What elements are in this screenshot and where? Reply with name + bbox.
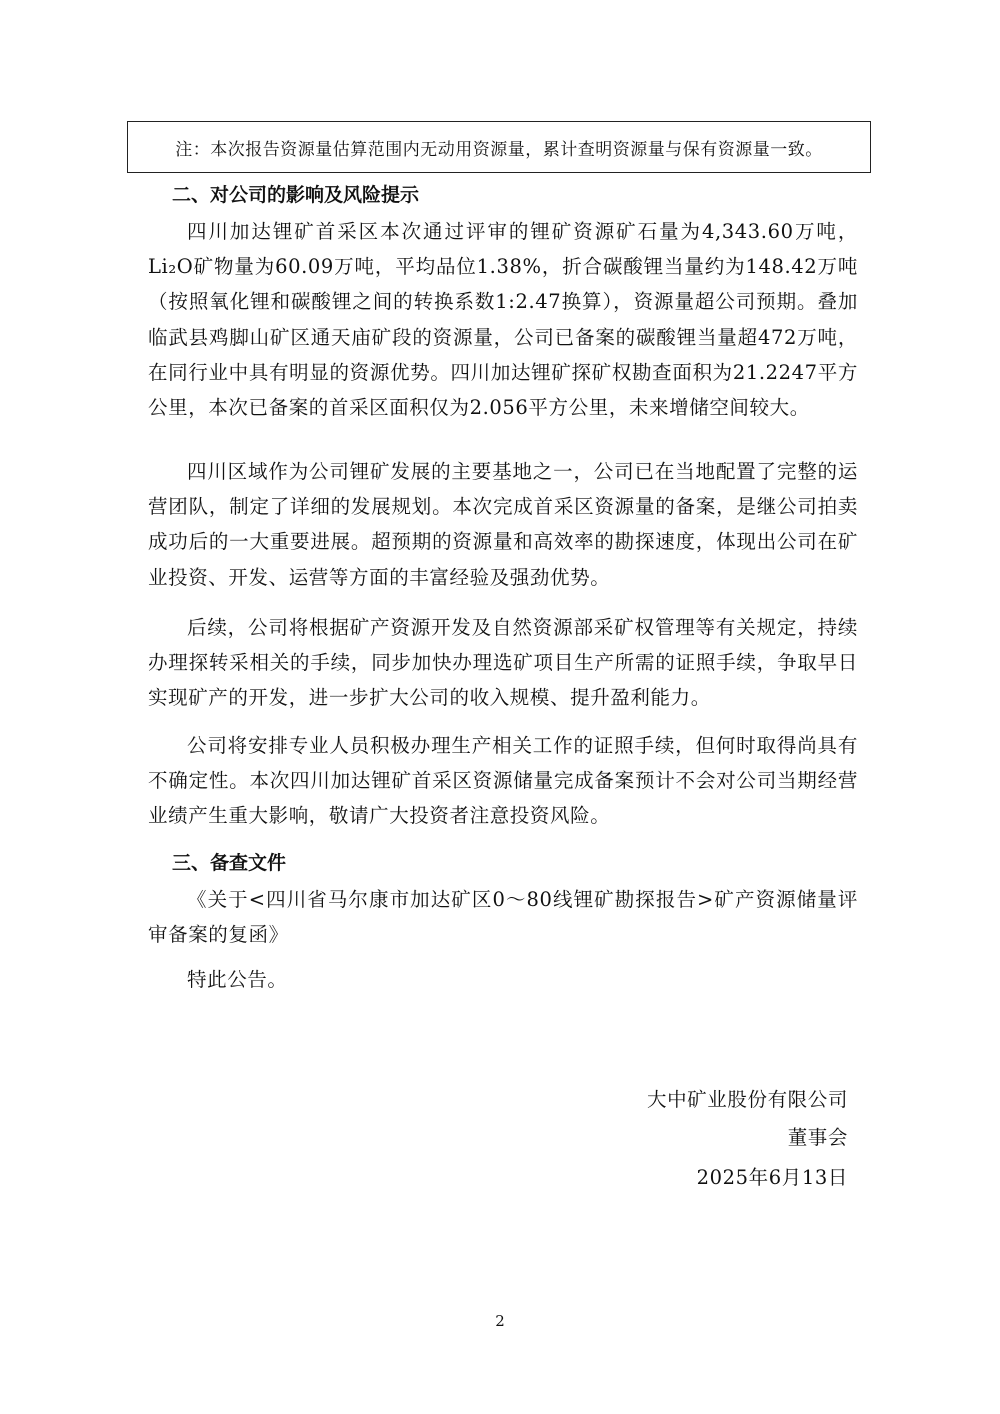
- signature-date: 2025年6月13日: [696, 1166, 848, 1189]
- section-2-paragraph-4: 公司将安排专业人员积极办理生产相关工作的证照手续，但何时取得尚具有不确定性。本次四川加达锂矿首采区资源储量完成备案预计不会对公司当期经营业绩产生重大影响，敬请广大投资者注意投资风险。: [148, 734, 858, 828]
- section-3-heading: 三、备查文件: [172, 852, 287, 874]
- section-2-heading: 二、对公司的影响及风险提示: [172, 184, 420, 206]
- reference-document: 《关于<四川省马尔康市加达矿区0～80线锂矿勘探报告>矿产资源储量评审备案的复函》: [148, 888, 858, 947]
- signature-company: 大中矿业股份有限公司: [646, 1088, 848, 1111]
- note-box: [127, 121, 871, 173]
- signature-board: 董事会: [787, 1126, 848, 1149]
- page-number: 2: [495, 1312, 505, 1330]
- section-2-paragraph-2: 四川区域作为公司锂矿发展的主要基地之一，公司已在当地配置了完整的运营团队，制定了详细的发展规划。本次完成首采区资源量的备案，是继公司拍卖成功后的一大重要进展。超预期的资源量和高效率的勘探速度，体现出公司在矿业投资、开发、运营等方面的丰富经验及强劲优势。: [148, 460, 858, 589]
- section-2-paragraph-3: 后续，公司将根据矿产资源开发及自然资源部采矿权管理等有关规定，持续办理探转采相关的手续，同步加快办理选矿项目生产所需的证照手续，争取早日实现矿产的开发，进一步扩大公司的收入规模、提升盈利能力。: [148, 616, 858, 710]
- section-2-paragraph-1: 四川加达锂矿首采区本次通过评审的锂矿资源矿石量为4,343.60万吨，Li₂O矿物量为60.09万吨，平均品位1.38%，折合碳酸锂当量约为148.42万吨（按照氧化锂和碳酸锂之间的转换系数1:2.47换算），资源量超公司预期。叠加临武县鸡脚山矿区通天庙矿段的资源量，公司已备案的碳酸锂当量超472万吨，在同行业中具有明显的资源优势。四川加达锂矿探矿权勘查面积为21.2247平方公里，本次已备案的首采区面积仅为2.056平方公里，未来增储空间较大。: [148, 220, 858, 420]
- note-text: 注：本次报告资源量估算范围内无动用资源量，累计查明资源量与保有资源量一致。: [175, 139, 823, 160]
- closing-statement: 特此公告。: [187, 968, 288, 991]
